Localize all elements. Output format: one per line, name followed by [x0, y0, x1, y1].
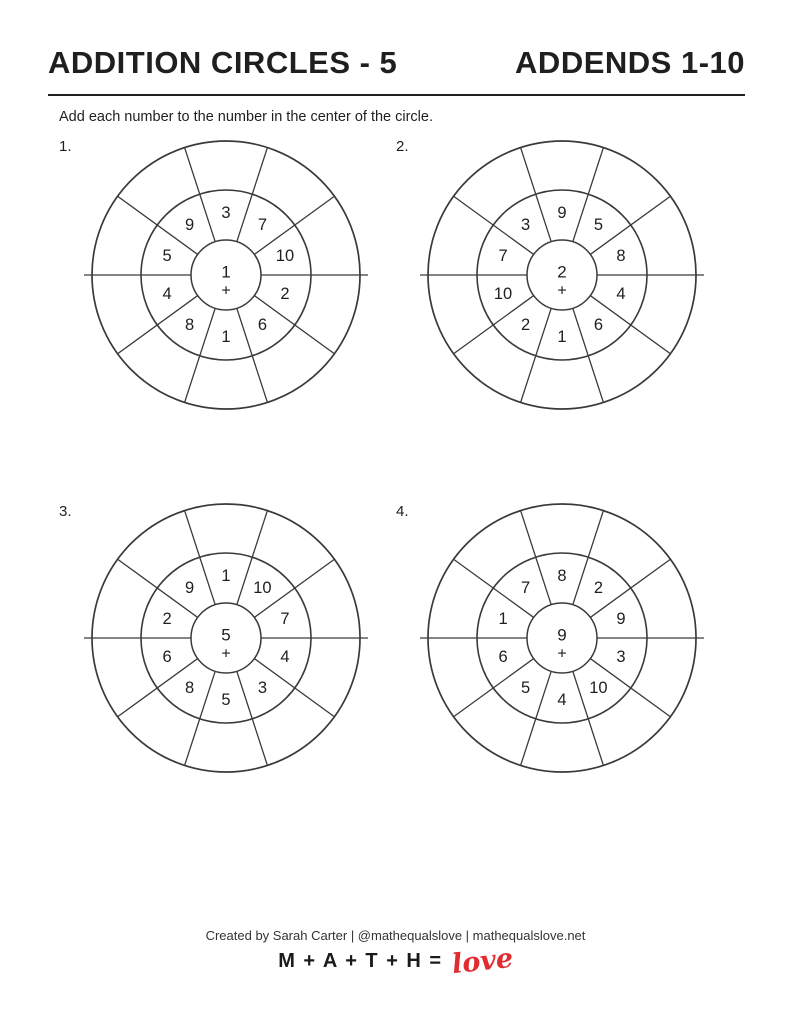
addend-number: 2	[280, 285, 290, 304]
plus-operator: +	[557, 282, 567, 300]
addend-number: 5	[520, 679, 531, 698]
addend-number: 10	[253, 578, 272, 597]
plus-operator: +	[557, 645, 567, 663]
addend-number: 9	[557, 204, 567, 222]
circle-3-label: 3.	[59, 503, 72, 520]
circle-2-label: 2.	[396, 138, 409, 155]
addend-number: 4	[557, 691, 567, 709]
instruction-text: Add each number to the number in the center of the circle.	[59, 109, 433, 125]
page-header	[48, 46, 745, 80]
addend-number: 3	[257, 679, 268, 698]
addend-number: 6	[593, 316, 604, 335]
addend-number: 8	[557, 567, 567, 585]
addend-number: 10	[493, 285, 513, 304]
center-number: 5	[221, 625, 231, 645]
addend-number: 10	[275, 246, 295, 265]
addend-number: 2	[162, 609, 172, 628]
addend-number: 4	[616, 285, 626, 304]
addend-number: 8	[616, 246, 626, 265]
addend-number: 2	[593, 578, 604, 597]
addend-number: 8	[184, 316, 195, 335]
addend-number: 3	[221, 204, 231, 222]
addend-number: 5	[593, 215, 604, 234]
addend-number: 3	[616, 648, 626, 667]
motto-love-script: love	[450, 942, 515, 981]
addend-number: 4	[162, 285, 172, 304]
addend-number: 3	[520, 215, 531, 234]
addend-number: 2	[520, 316, 531, 335]
plus-operator: +	[221, 282, 231, 300]
addend-number: 4	[280, 648, 290, 667]
addition-circle-2	[418, 131, 706, 419]
center-number: 1	[221, 262, 231, 282]
addend-number: 7	[257, 215, 268, 234]
addend-number: 5	[162, 246, 172, 265]
center-number: 2	[557, 262, 567, 282]
addend-number: 1	[557, 328, 567, 346]
addend-number: 7	[280, 609, 290, 628]
addend-number: 9	[184, 215, 195, 234]
addition-circle-4	[418, 494, 706, 782]
addend-number: 1	[221, 567, 231, 585]
page-title: ADDITION CIRCLES - 5	[48, 45, 398, 80]
header-divider	[48, 94, 745, 96]
addend-number: 6	[498, 648, 508, 667]
addend-number: 5	[221, 691, 231, 709]
page-subtitle: ADDENDS 1-10	[515, 45, 745, 80]
addend-number: 1	[221, 328, 231, 346]
addition-circle-1	[82, 131, 370, 419]
addend-number: 7	[520, 578, 531, 597]
plus-operator: +	[221, 645, 231, 663]
motto-prefix: M + A + T + H =	[278, 950, 443, 972]
addend-number: 6	[162, 648, 172, 667]
addend-number: 8	[184, 679, 195, 698]
circle-1-label: 1.	[59, 138, 72, 155]
center-number: 9	[557, 625, 567, 645]
circle-4-label: 4.	[396, 503, 409, 520]
credit-line: Created by Sarah Carter | @mathequalslove | mathequalslove.net	[205, 928, 586, 943]
addition-circle-3	[82, 494, 370, 782]
addend-number: 1	[498, 609, 508, 628]
addend-number: 9	[616, 609, 626, 628]
addend-number: 6	[257, 316, 268, 335]
addend-number: 10	[589, 679, 608, 698]
motto	[0, 942, 791, 981]
addend-number: 7	[498, 246, 508, 265]
addend-number: 9	[184, 578, 195, 597]
